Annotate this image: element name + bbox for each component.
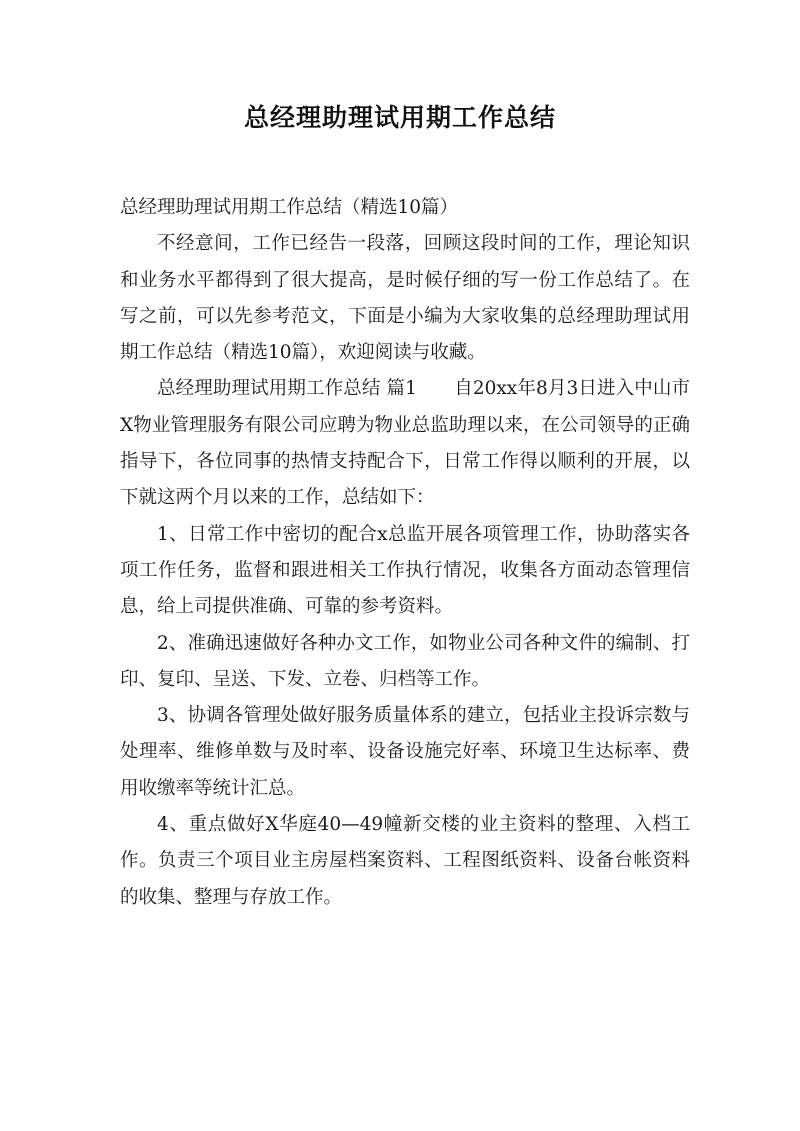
paragraph-item-2: 2、准确迅速做好各种办文工作，如物业公司各种文件的编制、打印、复印、呈送、下发、立卷、归档等工作。 [120,632,690,690]
document-title: 总经理助理试用期工作总结 [243,103,556,132]
paragraph-article-1-opening: 总经理助理试用期工作总结 篇1 自20xx年8月3日进入中山市X物业管理服务有限公司应聘为物业总监助理以来，在公司领导的正确指导下，各位同事的热情支持配合下，日常工作得以顺利的开展，以下就这两个月以来的工作，总结如下： [120,378,690,509]
paragraph-item-3: 3、协调各管理处做好服务质量体系的建立，包括业主投诉宗数与处理率、维修单数与及时率、设备设施完好率、环境卫生达标率、费用收缴率等统计汇总。 [120,705,690,799]
document-body [120,190,690,916]
document-subtitle: 总经理助理试用期工作总结（精选10篇） [120,197,459,218]
paragraph-item-1: 1、日常工作中密切的配合x总监开展各项管理工作，协助落实各项工作任务，监督和跟进相关工作执行情况，收集各方面动态管理信息，给上司提供准确、可靠的参考资料。 [120,523,690,618]
paragraph-intro: 不经意间，工作已经告一段落，回顾这段时间的工作，理论知识和业务水平都得到了很大提高，是时候仔细的写一份工作总结了。在写之前，可以先参考范文，下面是小编为大家收集的总经理助理试用期工作总结（精选10篇），欢迎阅读与收藏。 [120,233,690,364]
paragraph-item-4: 4、重点做好X华庭40—49幢新交楼的业主资料的整理、入档工作。负责三个项目业主房屋档案资料、工程图纸资料、设备台帐资料的收集、整理与存放工作。 [120,814,690,908]
